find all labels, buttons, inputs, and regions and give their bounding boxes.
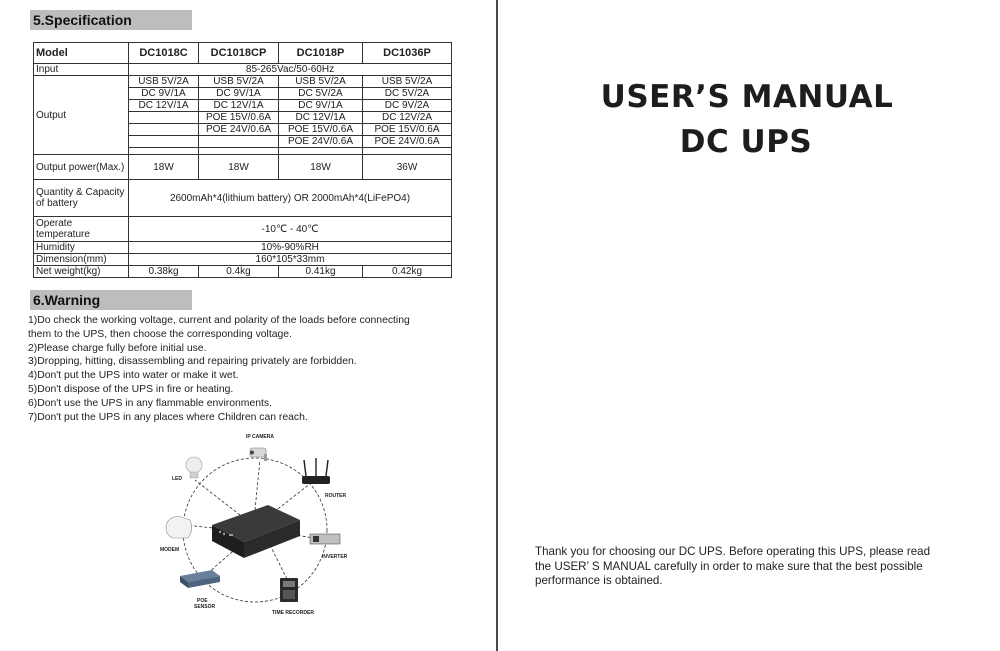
warning-item: 3)Dropping, hitting, disassembling and repairing privately are forbidden. xyxy=(28,356,357,368)
warning-item: 5)Don't dispose of the UPS in fire or heating. xyxy=(28,383,234,395)
product-title: DC UPS xyxy=(679,124,813,160)
output-cell xyxy=(129,148,199,155)
ip-camera-icon xyxy=(250,448,267,461)
humidity-value: 10%-90%RH xyxy=(129,242,452,254)
router-label: ROUTER xyxy=(325,493,347,499)
intro-line: Thank you for choosing our DC UPS. Before operating this UPS, please read xyxy=(535,545,931,558)
humidity-label: Humidity xyxy=(34,242,129,254)
led-bulb-icon xyxy=(186,457,202,478)
output-cell xyxy=(199,136,279,148)
output-cell: DC 9V/2A xyxy=(363,100,452,112)
modem-label: MODEM xyxy=(160,547,180,553)
table-row-temperature xyxy=(34,217,452,242)
temperature-value: -10℃ - 40℃ xyxy=(129,217,452,242)
output-cell: USB 5V/2A xyxy=(363,76,452,88)
warning-list xyxy=(28,314,478,424)
router-icon xyxy=(302,458,330,484)
intro-line: performance is obtained. xyxy=(535,574,663,587)
output-cell xyxy=(129,112,199,124)
output-cell: USB 5V/2A xyxy=(279,76,363,88)
output-cell: DC 12V/1A xyxy=(279,112,363,124)
output-cell xyxy=(129,136,199,148)
power-value: 36W xyxy=(363,155,452,180)
model-label: Model xyxy=(34,43,129,64)
weight-value: 0.42kg xyxy=(363,266,452,278)
dimension-value: 160*105*33mm xyxy=(129,254,452,266)
specification-heading: 5.Specification xyxy=(30,10,192,30)
output-cell: DC 5V/2A xyxy=(279,88,363,100)
manual-title: USER’S MANUAL xyxy=(600,79,894,115)
led-label: LED xyxy=(172,476,182,482)
output-cell: POE 15V/0.6A xyxy=(279,124,363,136)
ups-device-icon xyxy=(212,505,300,558)
table-row-output xyxy=(34,76,452,88)
power-label: Output power(Max.) xyxy=(34,155,129,180)
modem-icon xyxy=(166,516,192,538)
output-cell: POE 15V/0.6A xyxy=(199,112,279,124)
table-row-capacity xyxy=(34,180,452,217)
inverter-label: INVERTER xyxy=(322,554,348,560)
time-recorder-label: TIME RECORDER xyxy=(272,610,314,616)
poe-sensor-label-1: POE xyxy=(197,598,208,604)
weight-value: 0.41kg xyxy=(279,266,363,278)
output-cell: DC 9V/1A xyxy=(129,88,199,100)
model-dc1018c: DC1018C xyxy=(129,43,199,64)
table-row-input xyxy=(34,64,452,76)
intro-paragraph xyxy=(535,545,975,589)
connection-diagram xyxy=(150,430,360,618)
power-value: 18W xyxy=(199,155,279,180)
output-cell: USB 5V/2A xyxy=(129,76,199,88)
left-page xyxy=(0,0,496,651)
output-cell: DC 12V/1A xyxy=(199,100,279,112)
input-label: Input xyxy=(34,64,129,76)
ip-camera-label: IP CAMERA xyxy=(246,434,274,440)
input-value: 85-265Vac/50-60Hz xyxy=(129,64,452,76)
warning-item: 6)Don't use the UPS in any flammable environments. xyxy=(28,397,272,409)
time-recorder-icon xyxy=(280,578,298,602)
power-value: 18W xyxy=(129,155,199,180)
output-cell xyxy=(279,148,363,155)
output-cell: POE 24V/0.6A xyxy=(279,136,363,148)
output-cell: USB 5V/2A xyxy=(199,76,279,88)
table-row-model xyxy=(34,43,452,64)
output-cell: DC 9V/1A xyxy=(279,100,363,112)
warning-heading: 6.Warning xyxy=(30,290,192,310)
output-cell: POE 15V/0.6A xyxy=(363,124,452,136)
warning-item: 7)Don't put the UPS in any places where Children can reach. xyxy=(28,411,308,423)
output-cell: DC 12V/2A xyxy=(363,112,452,124)
warning-item: 1)Do check the working voltage, current and polarity of the loads before connecting xyxy=(28,315,410,326)
table-row-humidity xyxy=(34,242,452,254)
model-dc1018cp: DC1018CP xyxy=(199,43,279,64)
model-dc1036p: DC1036P xyxy=(363,43,452,64)
power-value: 18W xyxy=(279,155,363,180)
table-row-dimension xyxy=(34,254,452,266)
output-cell: POE 24V/0.6A xyxy=(199,124,279,136)
output-cell: DC 5V/2A xyxy=(363,88,452,100)
output-cell xyxy=(129,124,199,136)
weight-label: Net weight(kg) xyxy=(34,266,129,278)
right-page xyxy=(500,0,1000,651)
inverter-icon xyxy=(310,534,340,544)
output-cell xyxy=(199,148,279,155)
warning-item: 2)Please charge fully before initial use. xyxy=(28,342,207,354)
capacity-label: Quantity & Capacity of battery xyxy=(34,180,129,217)
table-row-weight xyxy=(34,266,452,278)
output-cell: DC 9V/1A xyxy=(199,88,279,100)
poe-sensor-label-2: SENSOR xyxy=(194,604,216,610)
temperature-label: Operate temperature xyxy=(34,217,129,242)
warning-item: them to the UPS, then choose the corresponding voltage. xyxy=(28,328,292,340)
intro-line: the USER’ S MANUAL carefully in order to make sure that the best possible xyxy=(535,559,923,573)
table-row-power xyxy=(34,155,452,180)
weight-value: 0.38kg xyxy=(129,266,199,278)
dimension-label: Dimension(mm) xyxy=(34,254,129,266)
poe-sensor-icon xyxy=(180,570,220,588)
output-label: Output xyxy=(34,76,129,155)
weight-value: 0.4kg xyxy=(199,266,279,278)
capacity-value: 2600mAh*4(lithium battery) OR 2000mAh*4(LiFePO4) xyxy=(129,180,452,217)
page-divider xyxy=(496,0,498,651)
output-cell xyxy=(363,148,452,155)
output-cell: DC 12V/1A xyxy=(129,100,199,112)
specification-table xyxy=(33,42,452,278)
output-cell: POE 24V/0.6A xyxy=(363,136,452,148)
warning-item: 4)Don't put the UPS into water or make it wet. xyxy=(28,370,239,382)
model-dc1018p: DC1018P xyxy=(279,43,363,64)
